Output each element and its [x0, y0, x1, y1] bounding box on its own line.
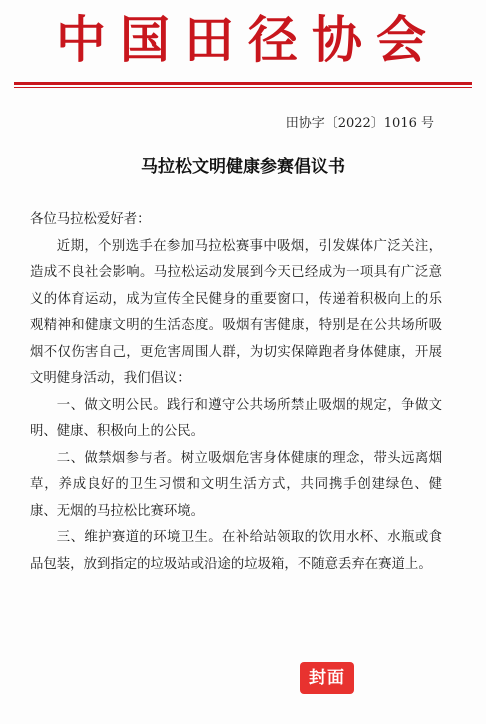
paragraph-item-3: 三、维护赛道的环境卫生。在补给站领取的饮用水杯、水瓶或食品包装，放到指定的垃圾站或沿途的垃圾箱，不随意丢弃在赛道上。: [30, 530, 442, 572]
header-rule-thick: [14, 82, 472, 85]
paragraph-item-1: 一、做文明公民。践行和遵守公共场所禁止吸烟的规定，争做文明、健康、积极向上的公民。: [30, 397, 442, 439]
document-number: 田协字〔2022〕1016 号: [285, 116, 434, 131]
document-title: 马拉松文明健康参赛倡议书: [141, 157, 345, 177]
source-watermark-logo: 封面: [300, 662, 354, 694]
paragraph-intro: 近期，个别选手在参加马拉松赛事中吸烟，引发媒体广泛关注，造成不良社会影响。马拉松运动发展到今天已经成为一项具有广泛意义的体育运动，成为宣传全民健身的重要窗口，传递着积极向上的乐观精神和健康文明的生活态度。吸烟有害健康，特别是在公共场所吸烟不仅伤害自己，更危害周围人群，为切实保障跑者身体健康，开展文明健身活动，我们倡议：: [30, 238, 442, 386]
salutation: 各位马拉松爱好者：: [30, 212, 151, 227]
paragraph-item-2: 二、做禁烟参与者。树立吸烟危害身体健康的理念，带头远离烟草，养成良好的卫生习惯和文明生活方式，共同携手创建绿色、健康、无烟的马拉松比赛环境。: [30, 450, 442, 519]
org-header-title: 中国田径协会: [56, 11, 440, 69]
header-rule-thin: [14, 87, 472, 88]
document-body: [30, 207, 442, 578]
